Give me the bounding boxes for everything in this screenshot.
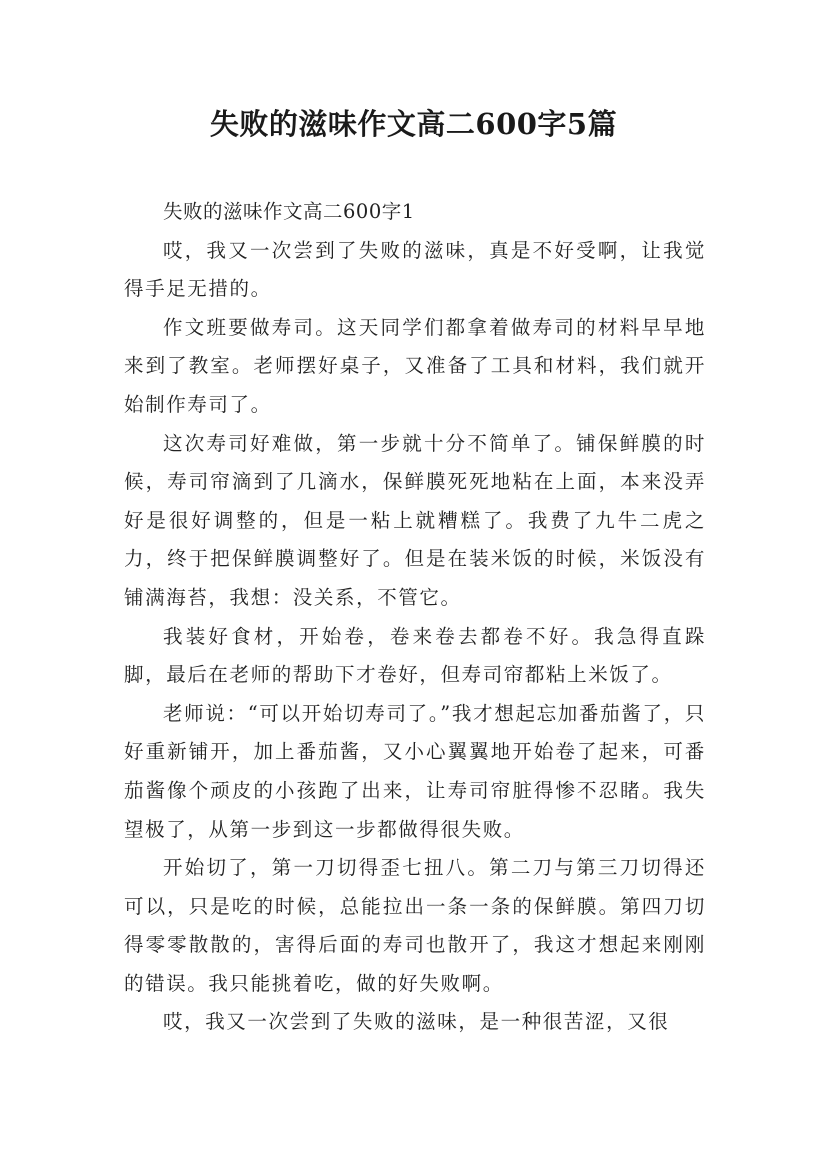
paragraph: 哎，我又一次尝到了失败的滋味，真是不好受啊，让我觉得手足无措的。 — [124, 238, 706, 301]
document-body — [124, 193, 706, 1042]
essay-subtitle: 失败的滋味作文高二600字1 — [163, 200, 415, 223]
document-title: 失败的滋味作文高二600字5篇 — [209, 107, 618, 141]
paragraph: 作文班要做寿司。这天同学们都拿着做寿司的材料早早地来到了教室。老师摆好桌子，又准备了工具和材料，我们就开始制作寿司了。 — [124, 315, 706, 416]
paragraph: 我装好食材，开始卷，卷来卷去都卷不好。我急得直跺脚，最后在老师的帮助下才卷好，但寿司帘都粘上米饭了。 — [124, 624, 706, 687]
paragraph: 这次寿司好难做，第一步就十分不简单了。铺保鲜膜的时候，寿司帘滴到了几滴水，保鲜膜死死地粘在上面，本来没弄好是很好调整的，但是一粘上就糟糕了。我费了九牛二虎之力，终于把保鲜膜调整好了。但是在装米饭的时候，米饭没有铺满海苔，我想：没关系，不管它。 — [124, 431, 706, 609]
paragraph: 哎，我又一次尝到了失败的滋味，是一种很苦涩，又很 — [163, 1010, 670, 1034]
paragraph: 老师说：“可以开始切寿司了。”我才想起忘加番茄酱了，只好重新铺开，加上番茄酱，又小心翼翼地开始卷了起来，可番茄酱像个顽皮的小孩跑了出来，让寿司帘脏得惨不忍睹。我失望极了，从第一步到这一步都做得很失败。 — [124, 701, 706, 841]
paragraph: 开始切了，第一刀切得歪七扭八。第二刀与第三刀切得还可以，只是吃的时候，总能拉出一条一条的保鲜膜。第四刀切得零零散散的，害得后面的寿司也散开了，我这才想起来刚刚的错误。我只能挑着吃，做的好失败啊。 — [124, 856, 706, 995]
